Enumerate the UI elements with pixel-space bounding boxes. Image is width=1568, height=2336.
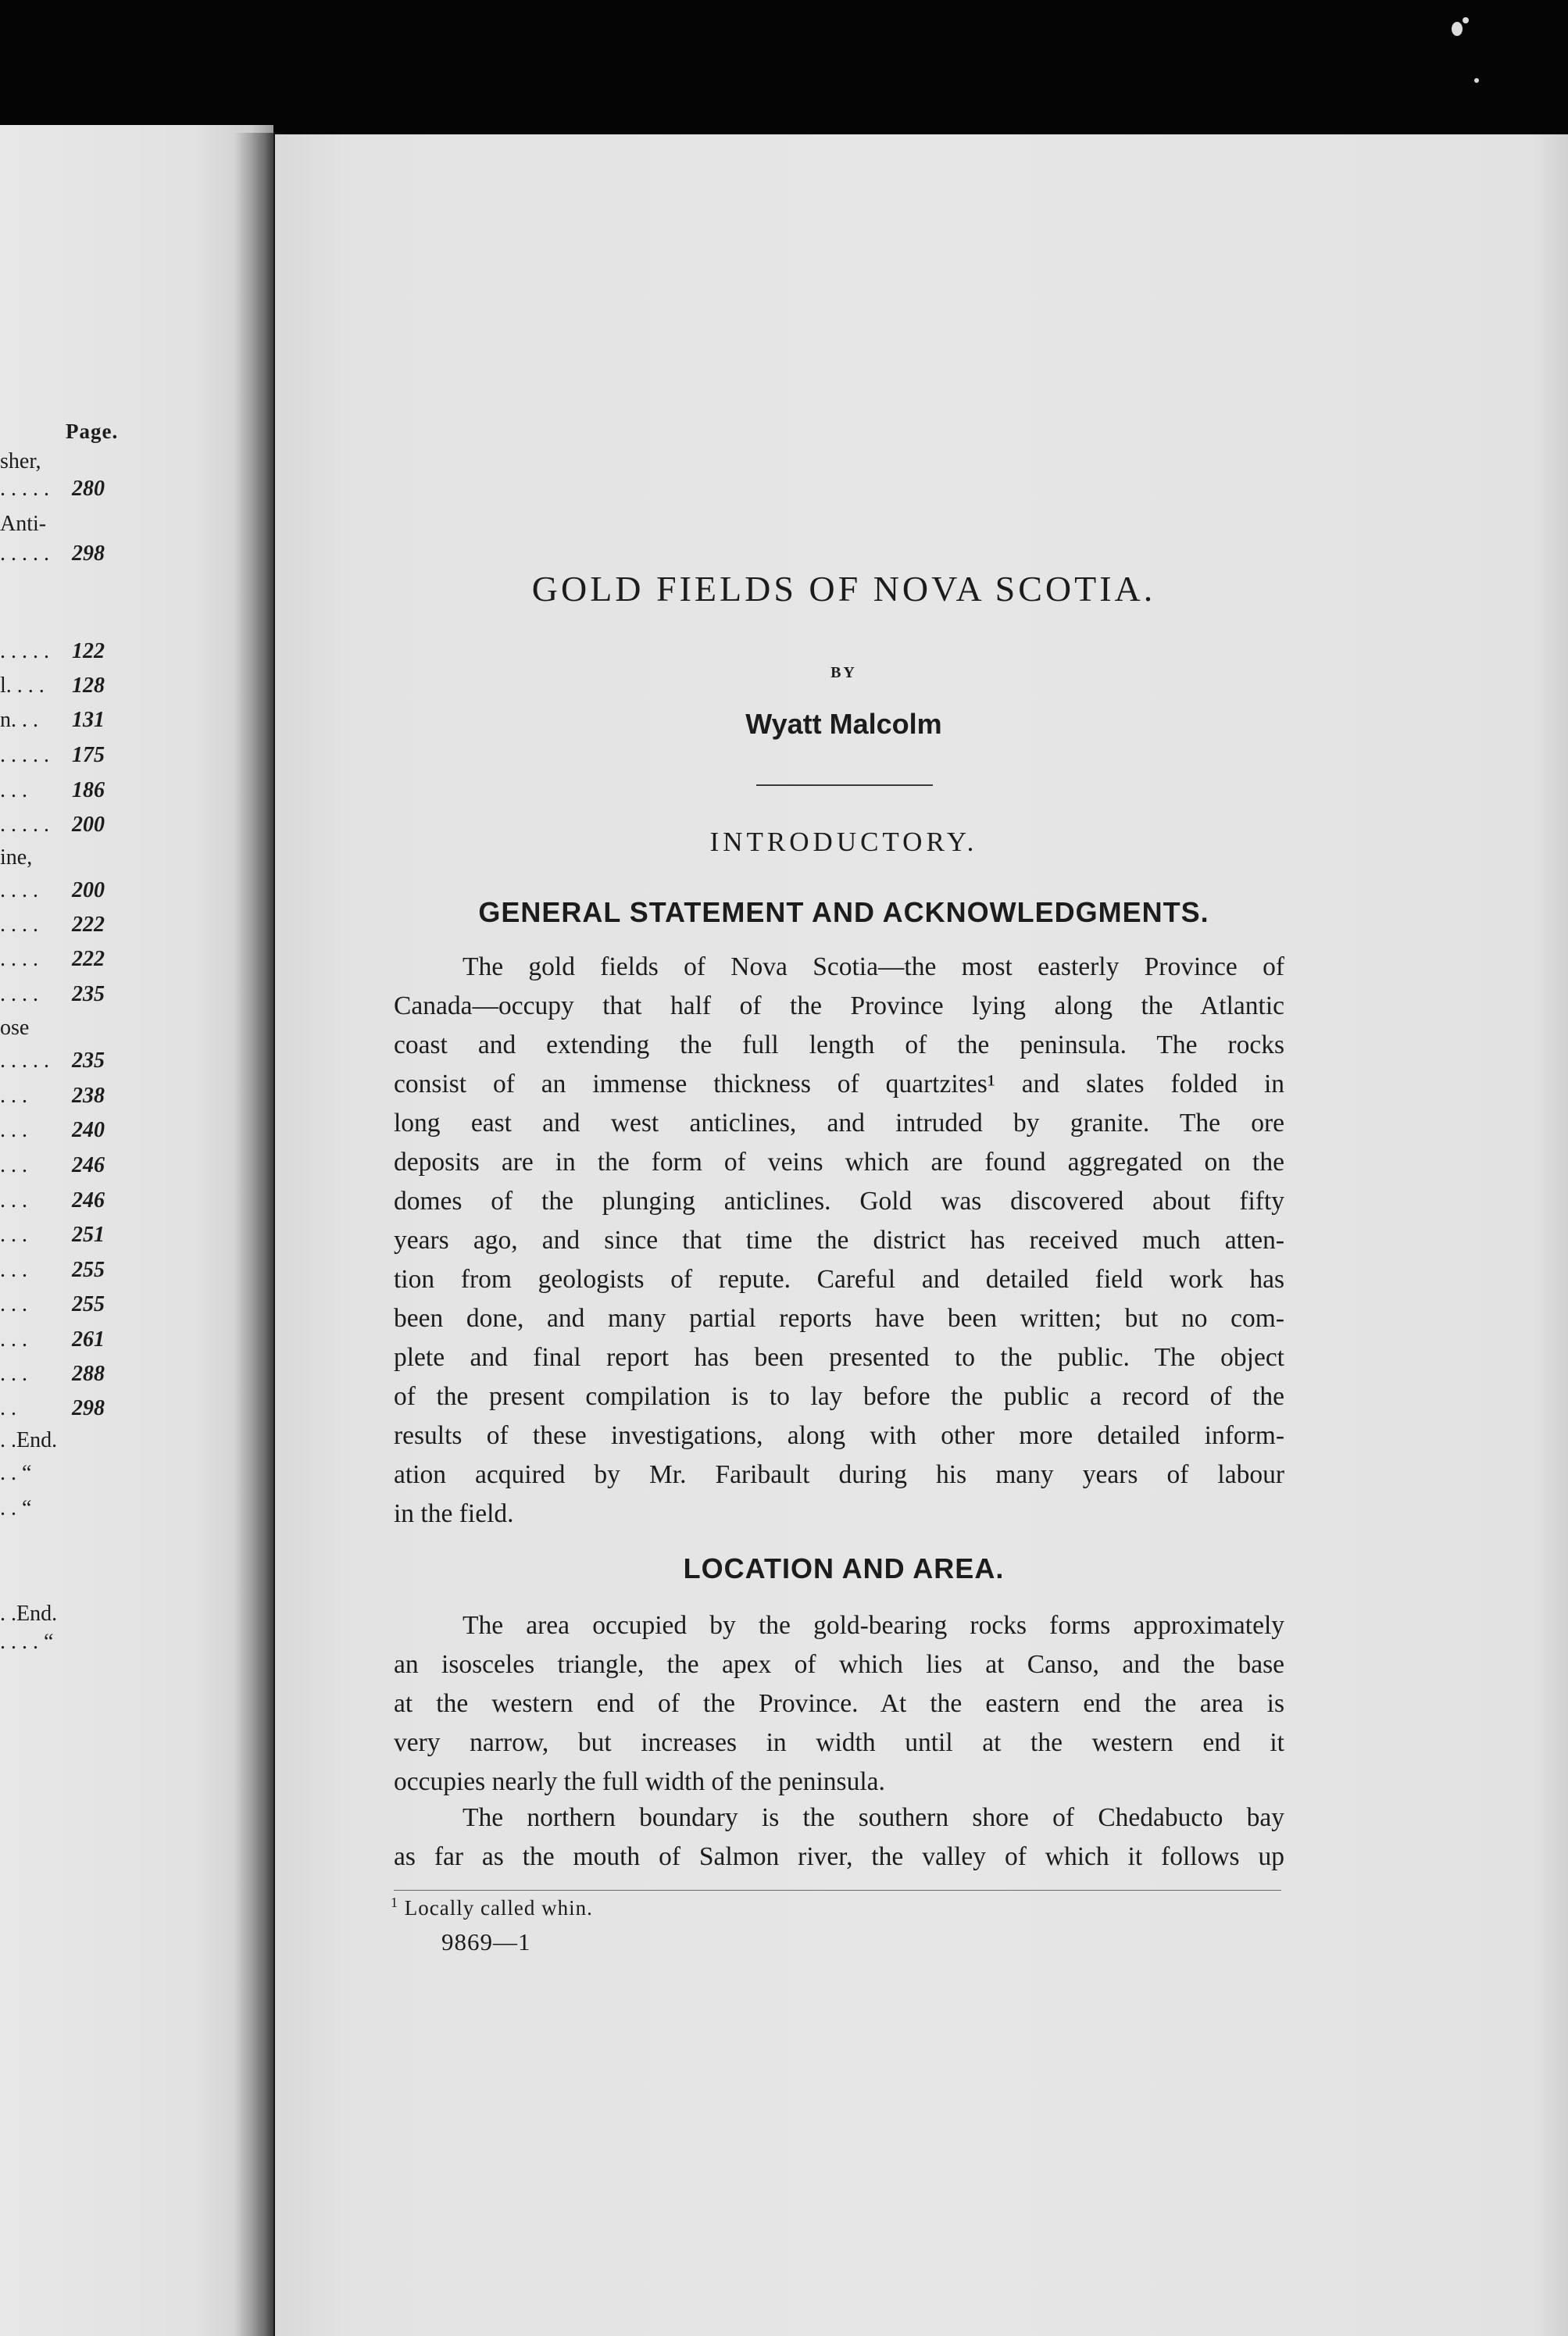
toc-entry-page-number: 298: [72, 1396, 105, 1420]
toc-entry-text: . . .: [0, 1153, 27, 1177]
section-heading-location-area: LOCATION AND AREA.: [683, 1552, 1005, 1584]
paragraph-general-statement: [394, 948, 1284, 1534]
toc-entry-page-number: 238: [72, 1084, 105, 1108]
toc-entry-text: . . .: [0, 1188, 27, 1213]
toc-entry-text: . . . .: [0, 913, 38, 937]
paragraph-line: consist of an immense thickness of quartzites¹ and slates folded in: [394, 1070, 1284, 1098]
author-name: Wyatt Malcolm: [745, 708, 942, 740]
toc-entry-text: . .End.: [0, 1428, 58, 1452]
toc-entry-text: . .End.: [0, 1602, 58, 1626]
toc-entry-page-number: 298: [72, 541, 105, 566]
toc-entry-text: . . .: [0, 1292, 27, 1316]
toc-entry-text: . . .: [0, 1258, 27, 1282]
byline: BY: [830, 664, 857, 681]
paragraph-line: deposits are in the form of veins which are found aggregated on the: [394, 1148, 1284, 1177]
toc-entry-text: . . . .: [0, 947, 38, 971]
toc-entry-text: . . . .: [0, 878, 38, 902]
section-heading-general-statement: GENERAL STATEMENT AND ACKNOWLEDGMENTS.: [478, 896, 1209, 928]
toc-entry-text: ine,: [0, 845, 33, 870]
paragraph-line: domes of the plunging anticlines. Gold was discovered about fifty: [394, 1187, 1284, 1216]
toc-entry-text: . . .: [0, 1362, 27, 1386]
toc-entry-page-number: 200: [72, 878, 105, 902]
toc-entry-page-number: 261: [72, 1327, 105, 1352]
paragraph-line: plete and final report has been presented to the public. The object: [394, 1343, 1284, 1372]
toc-entry-page-number: 222: [72, 947, 105, 971]
toc-entry-text: . . . . .: [0, 1048, 49, 1073]
paragraph-line: been done, and many partial reports have been written; but no com-: [394, 1304, 1284, 1333]
page-edge-shadow: [1531, 134, 1568, 2336]
toc-entry-text: . . “: [0, 1496, 32, 1520]
toc-entry-text: Anti-: [0, 512, 47, 536]
paragraph-line: The gold fields of Nova Scotia—the most easterly Province of: [463, 952, 1284, 981]
paragraph-line: The area occupied by the gold-bearing rocks forms approximately: [463, 1611, 1284, 1640]
toc-entry-text: . . . . .: [0, 477, 49, 501]
paragraph-line: results of these investigations, along with other more detailed inform-: [394, 1421, 1284, 1450]
paragraph-line: of the present compilation is to lay before the public a record of the: [394, 1382, 1284, 1411]
toc-entry-text: . . .: [0, 1084, 27, 1108]
paragraph-line: very narrow, but increases in width until at the western end it: [394, 1728, 1284, 1757]
toc-entry-text: ose: [0, 1016, 30, 1040]
printer-signature: 9869—1: [441, 1928, 531, 1956]
paragraph-line: tion from geologists of repute. Careful and detailed field work has: [394, 1265, 1284, 1294]
toc-entry-page-number: 251: [72, 1223, 105, 1247]
paragraph-line: in the field.: [394, 1499, 514, 1528]
paragraph-location-area: [394, 1606, 1284, 1802]
introductory-heading: INTRODUCTORY.: [709, 827, 978, 857]
toc-entry-text: l. . . .: [0, 673, 45, 698]
toc-entry-page-number: 246: [72, 1188, 105, 1213]
toc-entry-text: . . .: [0, 1118, 27, 1142]
toc-entry-text: . .: [0, 1396, 16, 1420]
toc-entry-page-number: 235: [72, 1048, 105, 1073]
paragraph-line: The northern boundary is the southern shore of Chedabucto bay: [463, 1803, 1284, 1832]
paragraph-line: at the western end of the Province. At the eastern end the area is: [394, 1689, 1284, 1718]
paragraph-northern-boundary: [394, 1798, 1284, 1877]
toc-entry-page-number: 186: [72, 778, 105, 802]
footnote: [391, 1896, 593, 1920]
toc-entry-page-number: 128: [72, 673, 105, 698]
paragraph-line: ation acquired by Mr. Faribault during his many years of labour: [394, 1460, 1284, 1489]
toc-entry-page-number: 246: [72, 1153, 105, 1177]
document-title: GOLD FIELDS OF NOVA SCOTIA.: [531, 569, 1156, 609]
toc-entry-text: . . . . .: [0, 743, 49, 767]
toc-entry-page-number: 131: [72, 708, 105, 732]
toc-entry-text: . . .: [0, 1327, 27, 1352]
toc-entry-page-number: 122: [72, 639, 105, 663]
toc-entry-text: sher,: [0, 449, 41, 473]
toc-entry-page-number: 255: [72, 1258, 105, 1282]
toc-entry-text: . . . . .: [0, 813, 49, 837]
toc-entry-text: . . “: [0, 1461, 32, 1485]
toc-entry-page-number: 235: [72, 982, 105, 1006]
toc-entry-page-number: 200: [72, 813, 105, 837]
paragraph-line: long east and west anticlines, and intruded by granite. The ore: [394, 1109, 1284, 1138]
toc-entry-page-number: 255: [72, 1292, 105, 1316]
paragraph-line: an isosceles triangle, the apex of which lies at Canso, and the base: [394, 1650, 1284, 1679]
toc-entry-page-number: 240: [72, 1118, 105, 1142]
paragraph-line: as far as the mouth of Salmon river, the valley of which it follows up: [394, 1842, 1284, 1871]
toc-entry-text: . . . . .: [0, 639, 49, 663]
paragraph-line: coast and extending the full length of the peninsula. The rocks: [394, 1030, 1284, 1059]
toc-entry-text: . . .: [0, 1223, 27, 1247]
paragraph-line: years ago, and since that time the district has received much atten-: [394, 1226, 1284, 1255]
title-divider: [756, 784, 933, 786]
toc-entry-text: n. . .: [0, 708, 38, 732]
toc-entry-page-number: 280: [72, 477, 105, 501]
toc-entry-text: . . . . .: [0, 541, 49, 566]
toc-entry-text: . . . .: [0, 982, 38, 1006]
paragraph-line: occupies nearly the full width of the peninsula.: [394, 1767, 885, 1796]
toc-page-label: Page.: [66, 420, 119, 443]
toc-entry-page-number: 222: [72, 913, 105, 937]
paragraph-line: Canada—occupy that half of the Province lying along the Atlantic: [394, 991, 1284, 1020]
toc-entry-text: . . .: [0, 778, 27, 802]
scan-speck: [1474, 78, 1479, 83]
scan-speck: [1463, 17, 1469, 23]
footnote-text: Locally called whin.: [404, 1896, 593, 1920]
toc-entry-page-number: 288: [72, 1362, 105, 1386]
footnote-rule: [394, 1890, 1281, 1891]
toc-entry-page-number: 175: [72, 743, 105, 767]
scan-speck: [1452, 22, 1463, 36]
toc-entry-text: . . . . “: [0, 1630, 54, 1654]
footnote-mark: 1: [391, 1895, 398, 1910]
